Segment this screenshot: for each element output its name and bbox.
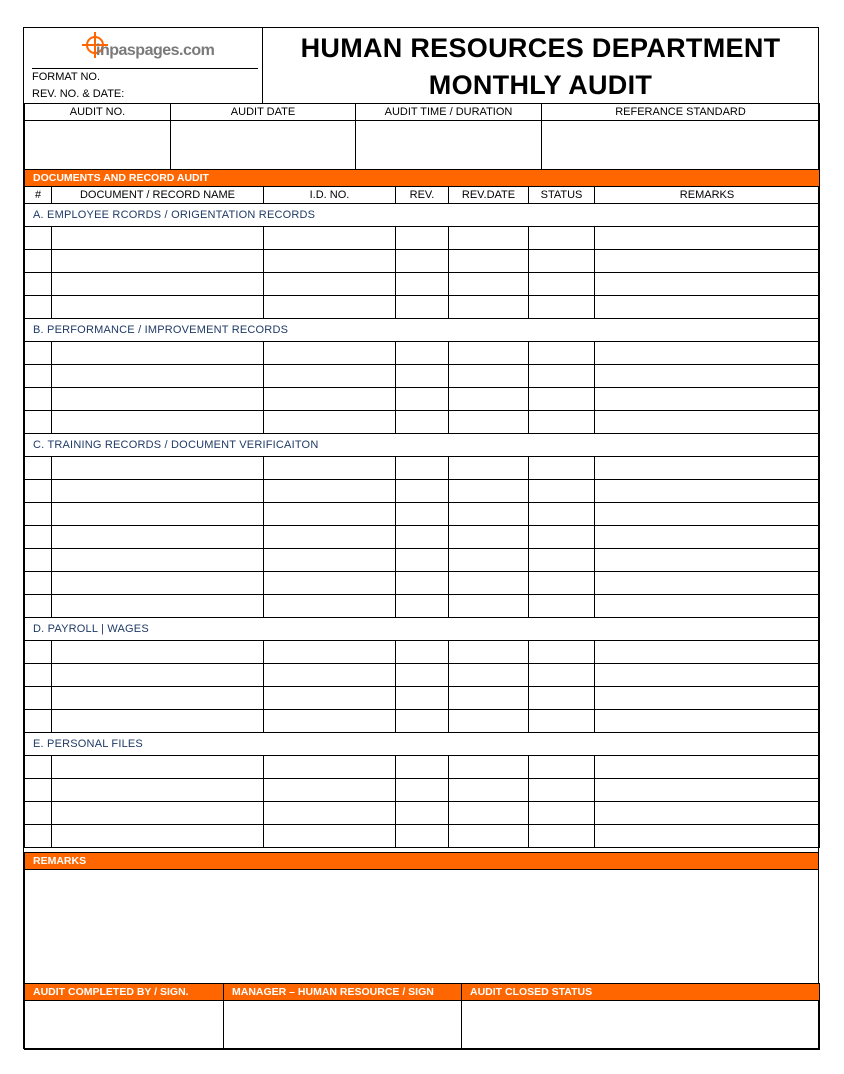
entry-cell[interactable]	[529, 388, 595, 411]
entry-cell[interactable]	[595, 802, 820, 825]
entry-cell[interactable]	[449, 641, 529, 664]
entry-cell[interactable]	[52, 802, 264, 825]
entry-cell[interactable]	[52, 296, 264, 319]
entry-cell[interactable]	[449, 503, 529, 526]
entry-cell[interactable]	[449, 664, 529, 687]
entry-cell[interactable]	[264, 779, 396, 802]
entry-cell[interactable]	[529, 549, 595, 572]
entry-cell[interactable]	[396, 549, 449, 572]
entry-cell[interactable]	[264, 273, 396, 296]
entry-cell[interactable]	[25, 825, 52, 848]
entry-cell[interactable]	[595, 411, 820, 434]
audit-form	[23, 27, 819, 1049]
entry-cell[interactable]	[264, 411, 396, 434]
table-row	[25, 756, 820, 779]
entry-cell[interactable]	[264, 756, 396, 779]
signoff-entry-row	[25, 1001, 820, 1050]
signoff-col-header: MANAGER – HUMAN RESOURCE / SIGN	[224, 984, 462, 1001]
entry-cell[interactable]	[52, 342, 264, 365]
documents-heading: DOCUMENTS AND RECORD AUDIT	[25, 170, 820, 187]
documents-header-row	[25, 187, 820, 204]
entry-cell[interactable]	[595, 227, 820, 250]
entry-cell[interactable]	[25, 779, 52, 802]
entry-cell[interactable]	[529, 664, 595, 687]
entry-cell[interactable]	[449, 779, 529, 802]
section-title: D. PAYROLL | WAGES	[25, 618, 820, 641]
entry-cell[interactable]	[396, 710, 449, 733]
entry-cell[interactable]	[529, 227, 595, 250]
title-line-2: MONTHLY AUDIT	[428, 70, 653, 100]
entry-cell[interactable]	[264, 549, 396, 572]
entry-cell[interactable]	[396, 227, 449, 250]
audit-info-entry-row	[25, 121, 820, 170]
entry-cell[interactable]	[449, 825, 529, 848]
entry-cell[interactable]	[25, 411, 52, 434]
entry-cell[interactable]	[396, 388, 449, 411]
entry-cell[interactable]	[529, 411, 595, 434]
table-row	[25, 779, 820, 802]
entry-cell[interactable]	[52, 549, 264, 572]
entry-cell[interactable]	[52, 641, 264, 664]
entry-cell[interactable]	[396, 250, 449, 273]
entry-cell[interactable]	[396, 641, 449, 664]
table-row	[25, 526, 820, 549]
entry-cell[interactable]	[396, 526, 449, 549]
remarks-field[interactable]	[25, 870, 819, 984]
table-row	[25, 480, 820, 503]
entry-cell[interactable]	[595, 549, 820, 572]
entry-cell[interactable]	[25, 756, 52, 779]
entry-cell[interactable]	[25, 388, 52, 411]
entry-cell[interactable]	[595, 388, 820, 411]
entry-cell[interactable]	[529, 595, 595, 618]
table-row	[25, 503, 820, 526]
entry-cell[interactable]	[264, 526, 396, 549]
logo-divider	[32, 68, 258, 69]
entry-cell[interactable]	[449, 595, 529, 618]
entry-cell[interactable]	[529, 273, 595, 296]
audit-info-field[interactable]	[25, 121, 171, 170]
section-title: C. TRAINING RECORDS / DOCUMENT VERIFICAITON	[25, 434, 820, 457]
page-title	[263, 28, 818, 104]
entry-cell[interactable]	[396, 503, 449, 526]
entry-cell[interactable]	[25, 595, 52, 618]
entry-cell[interactable]	[264, 503, 396, 526]
entry-cell[interactable]	[25, 572, 52, 595]
entry-cell[interactable]	[595, 572, 820, 595]
table-row	[25, 710, 820, 733]
entry-cell[interactable]	[529, 342, 595, 365]
entry-cell[interactable]	[529, 756, 595, 779]
audit-info-field[interactable]	[171, 121, 356, 170]
entry-cell[interactable]	[52, 572, 264, 595]
audit-info-field[interactable]	[542, 121, 820, 170]
entry-cell[interactable]	[449, 687, 529, 710]
entry-cell[interactable]	[264, 710, 396, 733]
entry-cell[interactable]	[529, 802, 595, 825]
table-row	[25, 825, 820, 848]
documents-col-header: DOCUMENT / RECORD NAME	[52, 187, 264, 204]
entry-cell[interactable]	[396, 365, 449, 388]
entry-cell[interactable]	[449, 710, 529, 733]
entry-cell[interactable]	[52, 756, 264, 779]
entry-cell[interactable]	[264, 388, 396, 411]
table-row	[25, 342, 820, 365]
entry-cell[interactable]	[25, 641, 52, 664]
table-row	[25, 365, 820, 388]
section-row	[25, 204, 820, 227]
table-row	[25, 388, 820, 411]
audit-info-col-header: REFERANCE STANDARD	[542, 104, 820, 121]
documents-col-header: STATUS	[529, 187, 595, 204]
entry-cell[interactable]	[529, 365, 595, 388]
documents-col-header: #	[25, 187, 52, 204]
entry-cell[interactable]	[25, 273, 52, 296]
entry-cell[interactable]	[264, 664, 396, 687]
table-row	[25, 411, 820, 434]
entry-cell[interactable]	[25, 227, 52, 250]
entry-cell[interactable]	[529, 572, 595, 595]
entry-cell[interactable]	[529, 779, 595, 802]
entry-cell[interactable]	[396, 480, 449, 503]
entry-cell[interactable]	[529, 710, 595, 733]
audit-info-col-header: AUDIT NO.	[25, 104, 171, 121]
entry-cell[interactable]	[25, 250, 52, 273]
entry-cell[interactable]	[52, 411, 264, 434]
audit-info-table	[24, 103, 820, 170]
entry-cell[interactable]	[52, 250, 264, 273]
entry-cell[interactable]	[25, 802, 52, 825]
entry-cell[interactable]	[449, 227, 529, 250]
entry-cell[interactable]	[449, 342, 529, 365]
entry-cell[interactable]	[595, 365, 820, 388]
entry-cell[interactable]	[396, 273, 449, 296]
section-title: B. PERFORMANCE / IMPROVEMENT RECORDS	[25, 319, 820, 342]
entry-cell[interactable]	[595, 296, 820, 319]
table-row	[25, 296, 820, 319]
audit-info-col-header: AUDIT DATE	[171, 104, 356, 121]
signoff-field[interactable]	[462, 1001, 820, 1050]
entry-cell[interactable]	[25, 480, 52, 503]
section-title: A. EMPLOYEE RCORDS / ORIGENTATION RECORDS	[25, 204, 820, 227]
documents-col-header: REV.DATE	[449, 187, 529, 204]
entry-cell[interactable]	[25, 664, 52, 687]
entry-cell[interactable]	[25, 687, 52, 710]
entry-cell[interactable]	[52, 365, 264, 388]
entry-cell[interactable]	[264, 250, 396, 273]
entry-cell[interactable]	[264, 480, 396, 503]
entry-cell[interactable]	[52, 779, 264, 802]
entry-cell[interactable]	[396, 779, 449, 802]
entry-cell[interactable]	[595, 756, 820, 779]
section-title: E. PERSONAL FILES	[25, 733, 820, 756]
entry-cell[interactable]	[264, 641, 396, 664]
entry-cell[interactable]	[595, 503, 820, 526]
entry-cell[interactable]	[595, 480, 820, 503]
entry-cell[interactable]	[449, 802, 529, 825]
audit-info-col-header: AUDIT TIME / DURATION	[356, 104, 542, 121]
signoff-header-row	[25, 984, 820, 1001]
entry-cell[interactable]	[595, 664, 820, 687]
section-row	[25, 733, 820, 756]
entry-cell[interactable]	[52, 227, 264, 250]
audit-info-field[interactable]	[356, 121, 542, 170]
entry-cell[interactable]	[529, 825, 595, 848]
entry-cell[interactable]	[396, 296, 449, 319]
entry-cell[interactable]	[529, 503, 595, 526]
entry-cell[interactable]	[25, 549, 52, 572]
table-row	[25, 572, 820, 595]
signoff-col-header: AUDIT CLOSED STATUS	[462, 984, 820, 1001]
entry-cell[interactable]	[25, 296, 52, 319]
entry-cell[interactable]	[449, 411, 529, 434]
table-row	[25, 227, 820, 250]
signoff-col-header: AUDIT COMPLETED BY / SIGN.	[25, 984, 224, 1001]
documents-table	[24, 169, 820, 848]
entry-cell[interactable]	[595, 342, 820, 365]
entry-cell[interactable]	[264, 296, 396, 319]
entry-cell[interactable]	[595, 641, 820, 664]
logo-text: inpaspages.com	[96, 42, 215, 59]
entry-cell[interactable]	[595, 687, 820, 710]
entry-cell[interactable]	[52, 526, 264, 549]
entry-cell[interactable]	[529, 296, 595, 319]
section-row	[25, 618, 820, 641]
entry-cell[interactable]	[264, 457, 396, 480]
signoff-table	[24, 983, 820, 1050]
table-row	[25, 802, 820, 825]
entry-cell[interactable]	[396, 756, 449, 779]
entry-cell[interactable]	[396, 664, 449, 687]
entry-cell[interactable]	[449, 756, 529, 779]
section-row	[25, 319, 820, 342]
entry-cell[interactable]	[25, 365, 52, 388]
entry-cell[interactable]	[52, 710, 264, 733]
remarks-table	[24, 852, 819, 984]
entry-cell[interactable]	[264, 687, 396, 710]
entry-cell[interactable]	[529, 457, 595, 480]
entry-cell[interactable]	[529, 526, 595, 549]
table-row	[25, 595, 820, 618]
entry-cell[interactable]	[595, 526, 820, 549]
documents-col-header: I.D. NO.	[264, 187, 396, 204]
logo-box	[24, 28, 263, 103]
entry-cell[interactable]	[52, 480, 264, 503]
entry-cell[interactable]	[449, 480, 529, 503]
entry-cell[interactable]	[396, 595, 449, 618]
entry-cell[interactable]	[52, 664, 264, 687]
table-row	[25, 457, 820, 480]
entry-cell[interactable]	[25, 503, 52, 526]
entry-cell[interactable]	[52, 687, 264, 710]
entry-cell[interactable]	[449, 296, 529, 319]
entry-cell[interactable]	[595, 595, 820, 618]
table-row	[25, 664, 820, 687]
entry-cell[interactable]	[396, 411, 449, 434]
entry-cell[interactable]	[264, 227, 396, 250]
entry-cell[interactable]	[25, 457, 52, 480]
entry-cell[interactable]	[264, 595, 396, 618]
title-line-1: HUMAN RESOURCES DEPARTMENT	[300, 33, 781, 63]
entry-cell[interactable]	[449, 273, 529, 296]
table-row	[25, 273, 820, 296]
entry-cell[interactable]	[52, 595, 264, 618]
entry-cell[interactable]	[52, 825, 264, 848]
entry-cell[interactable]	[264, 365, 396, 388]
section-row	[25, 434, 820, 457]
entry-cell[interactable]	[396, 572, 449, 595]
entry-cell[interactable]	[529, 480, 595, 503]
entry-cell[interactable]	[595, 825, 820, 848]
rev-no-date-label: REV. NO. & DATE:	[32, 88, 125, 100]
entry-cell[interactable]	[449, 365, 529, 388]
entry-cell[interactable]	[529, 641, 595, 664]
entry-cell[interactable]	[396, 802, 449, 825]
entry-cell[interactable]	[529, 250, 595, 273]
entry-cell[interactable]	[595, 779, 820, 802]
entry-cell[interactable]	[264, 825, 396, 848]
signoff-field[interactable]	[224, 1001, 462, 1050]
entry-cell[interactable]	[25, 342, 52, 365]
entry-cell[interactable]	[264, 572, 396, 595]
entry-cell[interactable]	[449, 549, 529, 572]
entry-cell[interactable]	[25, 526, 52, 549]
entry-cell[interactable]	[396, 825, 449, 848]
entry-cell[interactable]	[52, 388, 264, 411]
entry-cell[interactable]	[264, 802, 396, 825]
entry-cell[interactable]	[449, 250, 529, 273]
entry-cell[interactable]	[529, 687, 595, 710]
format-no-label: FORMAT NO.	[32, 71, 101, 83]
entry-cell[interactable]	[396, 687, 449, 710]
table-row	[25, 549, 820, 572]
entry-cell[interactable]	[449, 572, 529, 595]
entry-cell[interactable]	[449, 526, 529, 549]
entry-cell[interactable]	[449, 457, 529, 480]
entry-cell[interactable]	[449, 388, 529, 411]
signoff-field[interactable]	[25, 1001, 224, 1050]
company-logo	[82, 32, 232, 62]
entry-cell[interactable]	[396, 457, 449, 480]
entry-cell[interactable]	[396, 342, 449, 365]
entry-cell[interactable]	[595, 273, 820, 296]
audit-info-header-row	[25, 104, 820, 121]
remarks-heading: REMARKS	[25, 853, 819, 870]
entry-cell[interactable]	[52, 503, 264, 526]
entry-cell[interactable]	[595, 457, 820, 480]
table-row	[25, 250, 820, 273]
table-row	[25, 687, 820, 710]
entry-cell[interactable]	[595, 710, 820, 733]
entry-cell[interactable]	[25, 710, 52, 733]
entry-cell[interactable]	[52, 457, 264, 480]
table-row	[25, 641, 820, 664]
form-header	[24, 28, 818, 104]
entry-cell[interactable]	[52, 273, 264, 296]
entry-cell[interactable]	[595, 250, 820, 273]
documents-col-header: REMARKS	[595, 187, 820, 204]
entry-cell[interactable]	[264, 342, 396, 365]
documents-col-header: REV.	[396, 187, 449, 204]
